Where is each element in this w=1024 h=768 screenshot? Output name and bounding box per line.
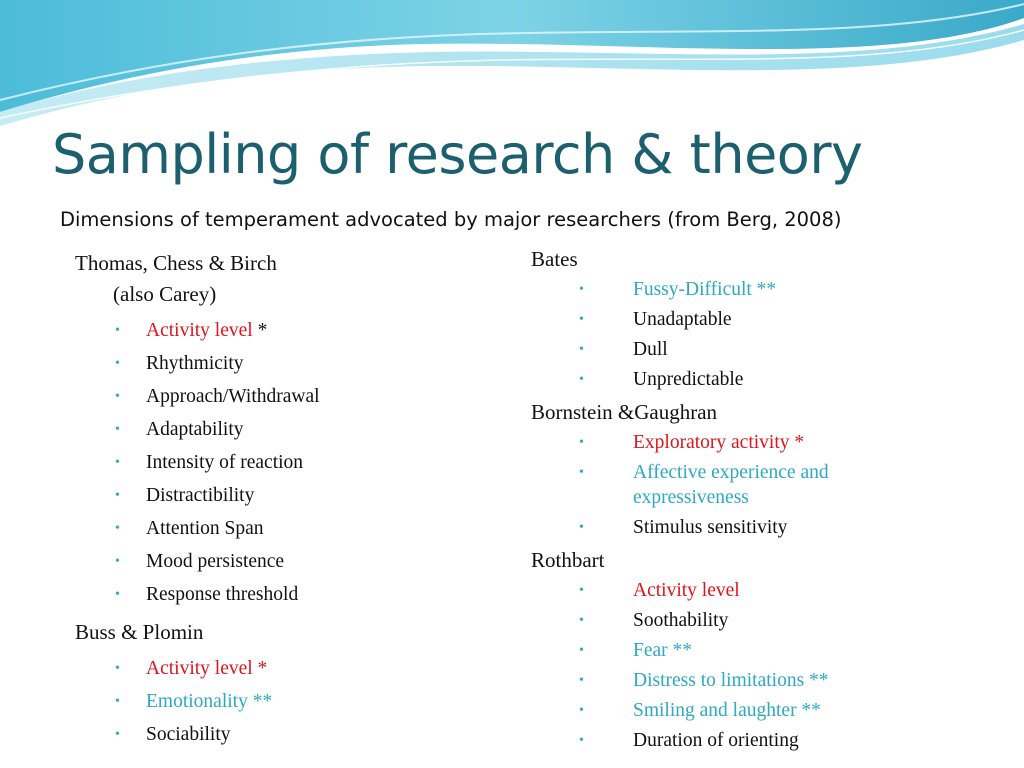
- list-bornstein-gaughran: [531, 428, 991, 543]
- group-heading-line1: Bates: [531, 247, 578, 271]
- list-item-text: Sociability: [146, 724, 231, 745]
- list-item: [75, 718, 495, 751]
- list-item-text-continued: expressiveness: [633, 487, 749, 508]
- bullet-icon: •: [579, 613, 584, 628]
- list-item-text: Activity level: [146, 320, 253, 341]
- group-heading-thomas-chess-birch: [75, 248, 495, 310]
- list-item-text: Unpredictable: [633, 369, 744, 390]
- list-item: [75, 512, 495, 545]
- bullet-icon: •: [115, 694, 120, 709]
- bullet-icon: •: [579, 282, 584, 297]
- list-item: [75, 479, 495, 512]
- bullet-icon: •: [579, 435, 584, 450]
- page-title: Sampling of research & theory: [52, 123, 863, 186]
- list-item: [531, 458, 991, 513]
- list-item: [531, 606, 991, 636]
- list-item-text: Smiling and laughter **: [633, 700, 821, 721]
- list-item: [531, 636, 991, 666]
- bullet-icon: •: [115, 356, 120, 371]
- bullet-icon: •: [115, 727, 120, 742]
- list-item: [75, 380, 495, 413]
- list-thomas-chess-birch: [75, 314, 495, 611]
- list-item-text: Distress to limitations **: [633, 670, 829, 691]
- list-item: [75, 314, 495, 347]
- list-item: [75, 446, 495, 479]
- bullet-icon: •: [579, 312, 584, 327]
- list-item-suffix: *: [252, 320, 268, 341]
- list-item-text: Approach/Withdrawal: [146, 386, 320, 407]
- bullet-icon: •: [115, 455, 120, 470]
- list-item-text: Activity level *: [146, 658, 268, 679]
- page-subtitle: Dimensions of temperament advocated by major researchers (from Berg, 2008): [60, 208, 842, 231]
- group-heading-line2: (also Carey): [113, 282, 217, 306]
- list-item-text: Rhythmicity: [146, 353, 244, 374]
- list-item-text: Response threshold: [146, 584, 299, 605]
- bullet-icon: •: [115, 587, 120, 602]
- bullet-icon: •: [115, 661, 120, 676]
- bullet-icon: •: [579, 733, 584, 748]
- group-heading-buss-plomin: [75, 617, 495, 648]
- bullet-icon: •: [579, 643, 584, 658]
- list-item-text: Duration of orienting: [633, 730, 799, 751]
- group-heading-bates: [531, 244, 991, 275]
- list-item-text: Adaptability: [146, 419, 244, 440]
- list-item-text: Mood persistence: [146, 551, 285, 572]
- bullet-icon: •: [115, 422, 120, 437]
- bullet-icon: •: [115, 554, 120, 569]
- list-item: [531, 335, 991, 365]
- bullet-icon: •: [115, 323, 120, 338]
- list-item-text: Attention Span: [146, 518, 264, 539]
- list-item: [531, 696, 991, 726]
- list-item-text: Emotionality **: [146, 691, 273, 712]
- bullet-icon: •: [579, 703, 584, 718]
- bullet-icon: •: [579, 673, 584, 688]
- list-item-text: Fear **: [633, 640, 693, 661]
- list-rothbart: [531, 576, 991, 756]
- bullet-icon: •: [115, 389, 120, 404]
- group-heading-rothbart: [531, 545, 991, 576]
- list-item-text: Fussy-Difficult **: [633, 279, 777, 300]
- list-item: [531, 275, 991, 305]
- list-item: [75, 413, 495, 446]
- list-item: [531, 666, 991, 696]
- bullet-icon: •: [579, 583, 584, 598]
- right-column: [531, 244, 991, 758]
- list-item-text: Exploratory activity *: [633, 432, 805, 453]
- group-heading-bornstein-gaughran: [531, 397, 991, 428]
- list-item: [75, 652, 495, 685]
- list-item-text: Activity level: [633, 580, 740, 601]
- list-item: [531, 576, 991, 606]
- list-item: [531, 305, 991, 335]
- list-item-text: Stimulus sensitivity: [633, 517, 788, 538]
- list-item-text: Distractibility: [146, 485, 255, 506]
- list-item-text: Intensity of reaction: [146, 452, 304, 473]
- list-item-text: Soothability: [633, 610, 729, 631]
- list-item: [531, 365, 991, 395]
- group-heading-line1: Buss & Plomin: [75, 620, 204, 644]
- list-item: [531, 428, 991, 458]
- left-column: [75, 248, 495, 757]
- bullet-icon: •: [579, 520, 584, 535]
- bullet-icon: •: [579, 342, 584, 357]
- list-item: [75, 685, 495, 718]
- group-heading-line1: Bornstein &Gaughran: [531, 400, 718, 424]
- list-item-text: Dull: [633, 339, 668, 360]
- header-wave-decoration: [0, 0, 1024, 130]
- group-heading-line1: Rothbart: [531, 548, 605, 572]
- list-item: [75, 545, 495, 578]
- bullet-icon: •: [579, 372, 584, 387]
- list-item: [75, 347, 495, 380]
- list-item: [75, 578, 495, 611]
- list-item: [531, 726, 991, 756]
- group-heading-line1: Thomas, Chess & Birch: [75, 251, 277, 275]
- bullet-icon: •: [115, 521, 120, 536]
- list-item-text: Unadaptable: [633, 309, 732, 330]
- list-buss-plomin: [75, 652, 495, 751]
- bullet-icon: •: [579, 465, 584, 480]
- list-item: [531, 513, 991, 543]
- bullet-icon: •: [115, 488, 120, 503]
- list-bates: [531, 275, 991, 395]
- list-item-text: Affective experience and: [633, 462, 829, 483]
